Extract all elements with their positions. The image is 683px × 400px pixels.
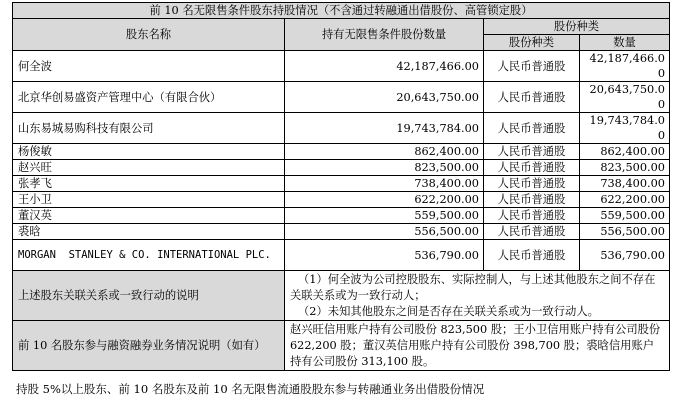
holder-shares: 42,187,466.00 [285,51,484,82]
share-type: 人民币普通股 [484,192,580,208]
table-title: 前 10 名无限售条件股东持股情况（不含通过转融通出借股份、高管锁定股） [13,3,670,19]
table-row [13,144,670,160]
holder-shares: 622,200.00 [285,192,484,208]
share-type: 人民币普通股 [484,113,580,144]
share-qty: 862,400.00 [580,144,670,160]
share-qty: 20,643,750.00 [580,82,670,113]
col-header-type: 股份种类 [484,35,580,51]
holder-name: 北京华创易盛资产管理中心（有限合伙） [13,82,285,113]
relation-note-1: （1）何全波为公司控股股东、实际控制人，与上述其他股东之间不存在关联关系或为一致行动人； [290,272,656,302]
col-header-holder: 股东名称 [13,19,285,51]
share-qty: 559,500.00 [580,208,670,224]
margin-label: 前 10 名股东参与融资融券业务情况说明（如有） [13,321,285,371]
relation-note [285,271,670,321]
holder-shares: 823,500.00 [285,160,484,176]
holder-name: 赵兴旺 [13,160,285,176]
col-header-type-group: 股份种类 [484,19,670,35]
holder-shares: 536,790.00 [285,240,484,271]
holder-shares: 559,500.00 [285,208,484,224]
holder-shares: 738,400.00 [285,176,484,192]
col-header-qty: 数量 [580,35,670,51]
holder-name: 山东易城易购科技有限公司 [13,113,285,144]
holder-name: 张孝飞 [13,176,285,192]
table-row [13,176,670,192]
relation-note-2: （2）未知其他股东之间是否存在关联关系或为一致行动人。 [298,304,599,318]
share-qty: 536,790.00 [580,240,670,271]
share-qty: 622,200.00 [580,192,670,208]
share-qty: 823,500.00 [580,160,670,176]
holder-shares: 20,643,750.00 [285,82,484,113]
share-type: 人民币普通股 [484,51,580,82]
margin-note: 赵兴旺信用账户持有公司股份 823,500 股；王小卫信用账户持有公司股份 622,200 股；董汉英信用账户持有公司股份 398,700 股；裘晗信用账户持有公司股份 313,100 股。 [285,321,670,371]
col-header-shares: 持有无限售条件股份数量 [285,19,484,51]
holder-shares: 19,743,784.00 [285,113,484,144]
relation-label: 上述股东关联关系或一致行动的说明 [13,271,285,321]
share-type: 人民币普通股 [484,224,580,240]
table-row [13,208,670,224]
table-row [13,51,670,82]
shareholder-table [12,2,670,371]
share-type: 人民币普通股 [484,160,580,176]
holder-name: 王小卫 [13,192,285,208]
holder-name: 杨俊敏 [13,144,285,160]
share-qty: 42,187,466.00 [580,51,670,82]
holder-name: 董汉英 [13,208,285,224]
holder-name: 何全波 [13,51,285,82]
table-row [13,192,670,208]
holder-shares: 862,400.00 [285,144,484,160]
holder-shares: 556,500.00 [285,224,484,240]
table-row [13,82,670,113]
table-row [13,240,670,271]
share-qty: 556,500.00 [580,224,670,240]
share-type: 人民币普通股 [484,144,580,160]
share-type: 人民币普通股 [484,240,580,271]
holder-name: MORGAN STANLEY & CO. INTERNATIONAL PLC. [13,240,285,271]
table-row [13,224,670,240]
share-qty: 19,743,784.00 [580,113,670,144]
share-qty: 738,400.00 [580,176,670,192]
table-row [13,113,670,144]
share-type: 人民币普通股 [484,208,580,224]
share-type: 人民币普通股 [484,82,580,113]
table-row [13,160,670,176]
section-footer: 持股 5%以上股东、前 10 名股东及前 10 名无限售流通股股东参与转融通业务出借股份情况 [16,382,485,396]
holder-name: 裘晗 [13,224,285,240]
share-type: 人民币普通股 [484,176,580,192]
